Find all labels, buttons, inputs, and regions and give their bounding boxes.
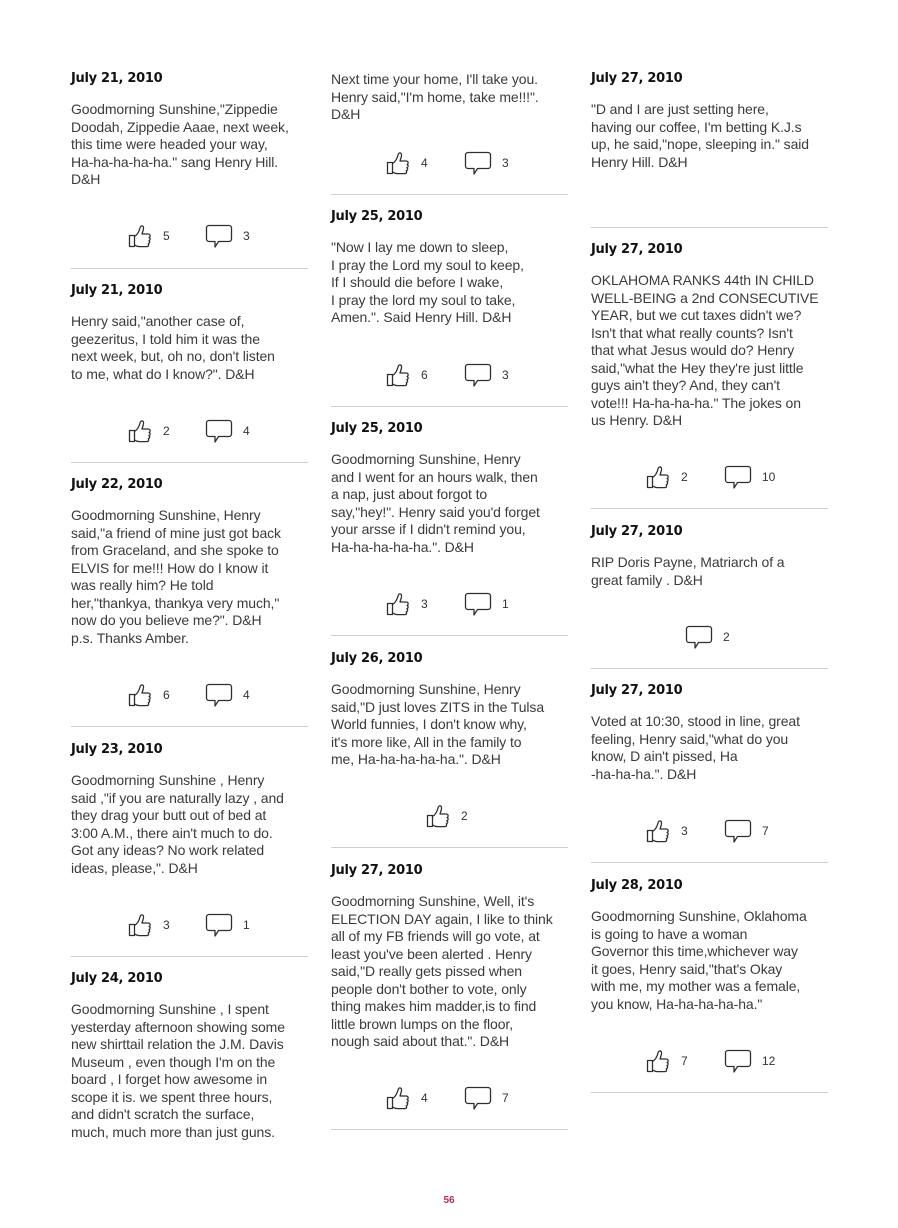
post-date: July 27, 2010 (331, 863, 423, 878)
like-button[interactable] (385, 362, 428, 388)
page-number: 56 (443, 1195, 455, 1206)
post-date: July 22, 2010 (71, 477, 163, 492)
like-count: 2 (681, 470, 688, 484)
post-text: Goodmorning Sunshine , Henry said ,"if you are naturally lazy , and they drag your butt out of bed at 3:00 A.M., there ain't much to do. Got any ideas? No work related ideas, please,". D&H (71, 772, 284, 876)
thumbs-up-icon (127, 682, 153, 708)
post-text: Goodmorning Sunshine, Henry said,"a friend of mine just got back from Graceland, and she spoke to ELVIS for me!!! How do I know it was really him? He told her,"thankya, thankya very much," now do you believe me?". D&H p.s. Thanks Amber. (71, 507, 281, 646)
speech-bubble-icon (685, 624, 713, 650)
like-count: 7 (681, 1054, 688, 1068)
thumbs-up-icon (425, 803, 451, 829)
post-stats (591, 818, 828, 844)
divider (331, 635, 568, 636)
divider (331, 1129, 568, 1130)
comment-button[interactable] (464, 362, 509, 388)
post-text: Goodmorning Sunshine , I spent yesterday afternoon showing some new shirttail relation the J.M. Davis Museum , even though I'm on the board , I forget how awesome in scope it is. we spent three hours, and didn't scratch the surface, much, much more than just guns. (71, 1001, 285, 1140)
post-text: RIP Doris Payne, Matriarch of a great family . D&H (591, 554, 785, 588)
post-date: July 21, 2010 (71, 71, 163, 86)
comment-count: 12 (762, 1054, 776, 1068)
comment-button[interactable] (464, 591, 509, 617)
speech-bubble-icon (205, 912, 233, 938)
comment-count: 3 (502, 156, 509, 170)
like-button[interactable] (645, 464, 688, 490)
post-date: July 24, 2010 (71, 971, 163, 986)
like-count: 2 (461, 809, 468, 823)
divider (591, 227, 828, 228)
thumbs-up-icon (127, 223, 153, 249)
like-count: 3 (681, 824, 688, 838)
like-count: 6 (421, 368, 428, 382)
like-count: 4 (421, 156, 428, 170)
comment-count: 3 (502, 368, 509, 382)
post-date: July 21, 2010 (71, 283, 163, 298)
like-button[interactable] (127, 418, 170, 444)
thumbs-up-icon (385, 362, 411, 388)
speech-bubble-icon (205, 223, 233, 249)
post-date: July 23, 2010 (71, 742, 163, 757)
divider (71, 726, 308, 727)
speech-bubble-icon (724, 464, 752, 490)
like-count: 6 (163, 688, 170, 702)
comment-button[interactable] (724, 818, 769, 844)
post-date: July 27, 2010 (591, 524, 683, 539)
like-count: 3 (421, 597, 428, 611)
comment-button[interactable] (724, 464, 775, 490)
divider (331, 406, 568, 407)
post-stats (331, 362, 568, 388)
speech-bubble-icon (464, 591, 492, 617)
speech-bubble-icon (724, 818, 752, 844)
post-date: July 25, 2010 (331, 421, 423, 436)
divider (71, 462, 308, 463)
post-stats (71, 223, 308, 249)
post-stats (71, 418, 308, 444)
post-text: Goodmorning Sunshine, Well, it's ELECTION DAY again, I like to think all of my FB friends will go vote, at least you've been alerted . Henry said,"D really gets pissed when people don't bother to vote, only thing makes him madder,is to find little brown lumps on the floor, nough said about that.". D&H (331, 893, 553, 1049)
divider (71, 956, 308, 957)
speech-bubble-icon (724, 1048, 752, 1074)
post-stats (331, 1085, 568, 1111)
post-stats (331, 803, 568, 829)
comment-count: 7 (762, 824, 769, 838)
post-stats (591, 464, 828, 490)
divider (331, 194, 568, 195)
like-count: 2 (163, 424, 170, 438)
comment-button[interactable] (205, 223, 250, 249)
comment-count: 7 (502, 1091, 509, 1105)
thumbs-up-icon (385, 591, 411, 617)
post-text: Goodmorning Sunshine,"Zippedie Doodah, Zippedie Aaae, next week, this time were headed your way, Ha-ha-ha-ha-ha." sang Henry Hill. D&H (71, 101, 289, 187)
speech-bubble-icon (464, 1085, 492, 1111)
thumbs-up-icon (385, 150, 411, 176)
divider (591, 862, 828, 863)
post-text: Henry said,"another case of, geezeritus, I told him it was the next week, but, oh no, don't listen to me, what do I know?". D&H (71, 313, 275, 382)
comment-button[interactable] (464, 150, 509, 176)
comment-count: 1 (502, 597, 509, 611)
thumbs-up-icon (645, 464, 671, 490)
comment-button[interactable] (464, 1085, 509, 1111)
comment-button[interactable] (205, 418, 250, 444)
post-stats (71, 682, 308, 708)
post-date: July 26, 2010 (331, 651, 423, 666)
post-text: "D and I are just setting here, having our coffee, I'm betting K.J.s up, he said,"nope, sleeping in." said Henry Hill. D&H (591, 101, 809, 170)
like-button[interactable] (645, 1048, 688, 1074)
like-button[interactable] (425, 803, 468, 829)
post-date: July 28, 2010 (591, 878, 683, 893)
speech-bubble-icon (205, 418, 233, 444)
like-button[interactable] (127, 223, 170, 249)
post-stats (331, 150, 568, 176)
post-stats (71, 912, 308, 938)
divider (591, 668, 828, 669)
speech-bubble-icon (464, 150, 492, 176)
post-stats (331, 591, 568, 617)
comment-button[interactable] (205, 912, 250, 938)
like-button[interactable] (127, 912, 170, 938)
post-stats (591, 1048, 828, 1074)
comment-count: 1 (243, 918, 250, 932)
comment-count: 2 (723, 630, 730, 644)
post-date: July 25, 2010 (331, 209, 423, 224)
comment-button[interactable] (685, 624, 730, 650)
divider (591, 508, 828, 509)
thumbs-up-icon (127, 418, 153, 444)
post-text: Goodmorning Sunshine, Henry and I went for an hours walk, then a nap, just about forgot to say,"hey!". Henry said you'd forget your arsse if I didn't remind you, Ha-ha-ha-ha-ha.". D&H (331, 451, 540, 555)
post-date: July 27, 2010 (591, 683, 683, 698)
post-text: Voted at 10:30, stood in line, great feeling, Henry said,"what do you know, D ain't pissed, Ha -ha-ha-ha.". D&H (591, 713, 800, 782)
comment-count: 3 (243, 229, 250, 243)
post-stats (591, 624, 828, 650)
post-text: OKLAHOMA RANKS 44th IN CHILD WELL-BEING a 2nd CONSECUTIVE YEAR, but we cut taxes didn't we? Isn't that what really counts? Isn't that what Jesus would do? Henry said,"what the Hey they're just little guys ain't they? And, they can't vote!!! Ha-ha-ha-ha." The jokes on us Henry. D&H (591, 272, 819, 428)
like-count: 4 (421, 1091, 428, 1105)
like-count: 3 (163, 918, 170, 932)
thumbs-up-icon (127, 912, 153, 938)
speech-bubble-icon (464, 362, 492, 388)
comment-button[interactable] (205, 682, 250, 708)
divider (331, 847, 568, 848)
thumbs-up-icon (645, 818, 671, 844)
like-button[interactable] (385, 591, 428, 617)
comment-button[interactable] (724, 1048, 775, 1074)
thumbs-up-icon (645, 1048, 671, 1074)
speech-bubble-icon (205, 682, 233, 708)
thumbs-up-icon (385, 1085, 411, 1111)
like-button[interactable] (127, 682, 170, 708)
divider (71, 268, 308, 269)
post-text: Goodmorning Sunshine, Oklahoma is going to have a woman Governor this time,whichever way it goes, Henry said,"that's Okay with me, my mother was a female, you know, Ha-ha-ha-ha-ha." (591, 908, 807, 1012)
post-text: Goodmorning Sunshine, Henry said,"D just loves ZITS in the Tulsa World funnies, I don't know why, it's more like, All in the family to me, Ha-ha-ha-ha-ha.". D&H (331, 681, 545, 767)
comment-count: 10 (762, 470, 776, 484)
like-button[interactable] (385, 150, 428, 176)
post-date: July 27, 2010 (591, 242, 683, 257)
like-count: 5 (163, 229, 170, 243)
post-text: Next time your home, I'll take you. Henry said,"I'm home, take me!!!". D&H (331, 71, 539, 122)
post-text: "Now I lay me down to sleep, I pray the Lord my soul to keep, If I should die before I wake, I pray the lord my soul to take, Amen.". Said Henry Hill. D&H (331, 239, 524, 325)
like-button[interactable] (385, 1085, 428, 1111)
comment-count: 4 (243, 424, 250, 438)
comment-count: 4 (243, 688, 250, 702)
divider (591, 1092, 828, 1093)
like-button[interactable] (645, 818, 688, 844)
post-date: July 27, 2010 (591, 71, 683, 86)
